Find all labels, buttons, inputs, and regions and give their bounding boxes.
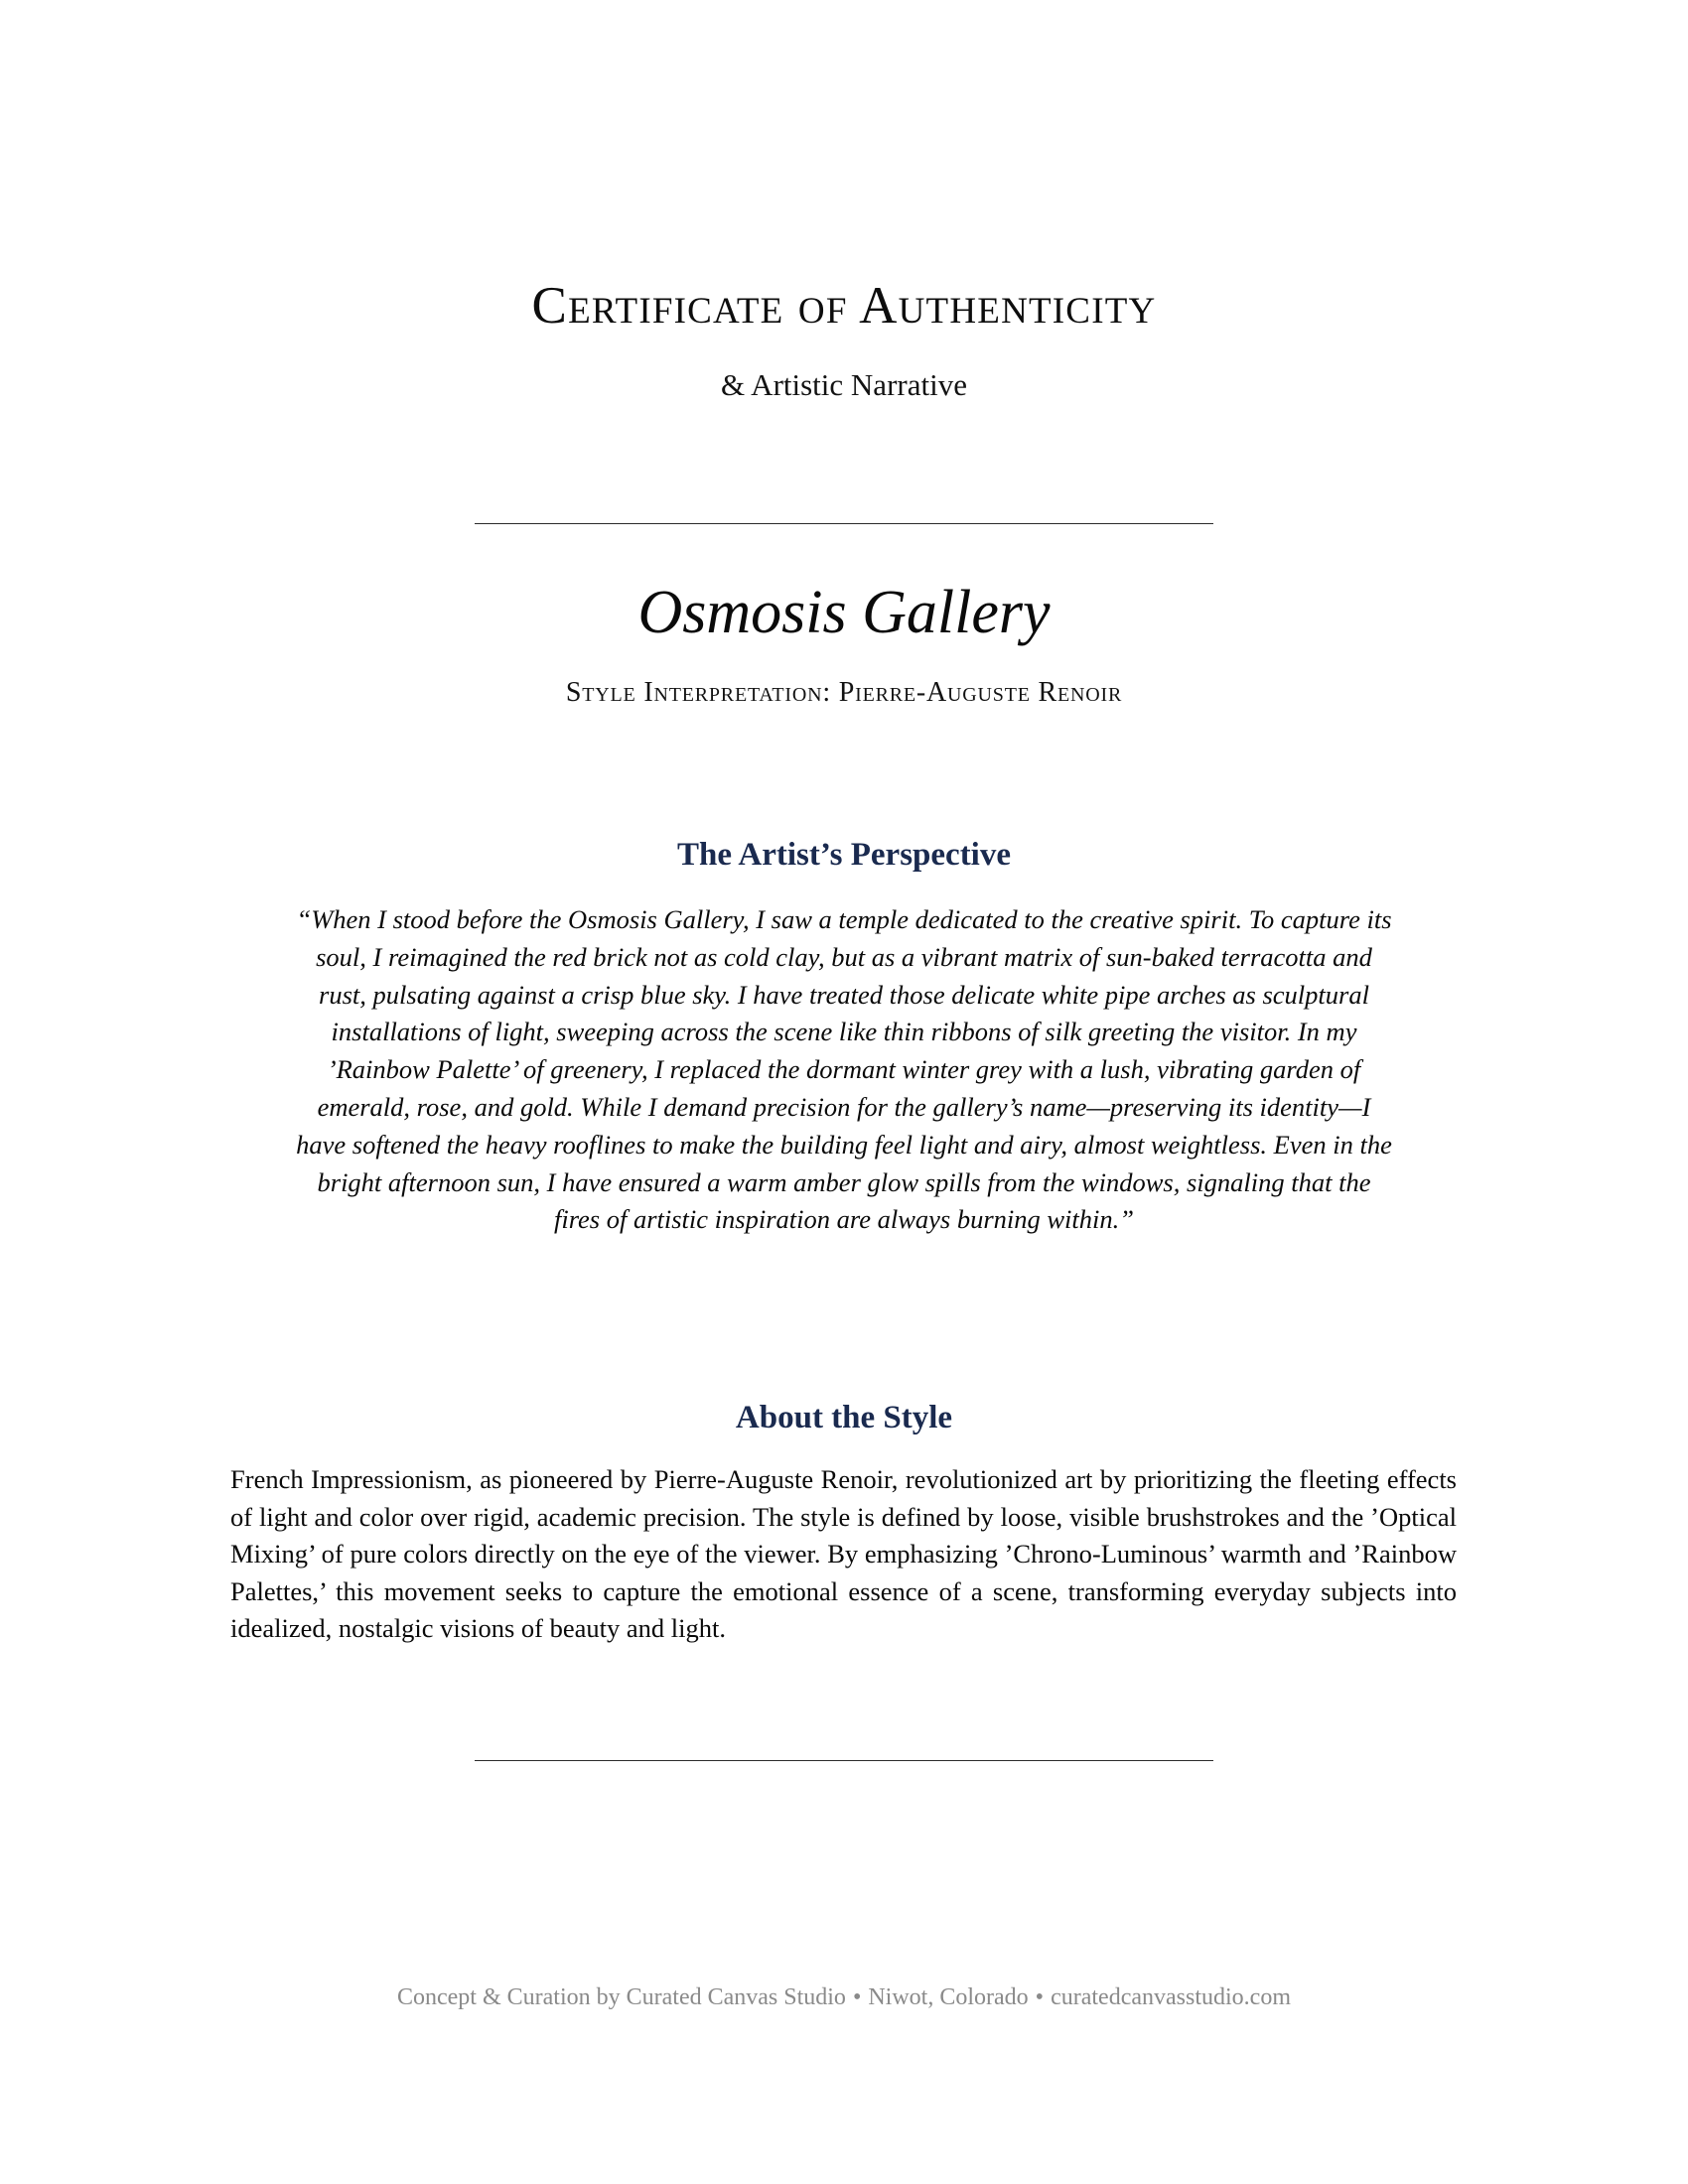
footer-concept-credit: Concept & Curation by Curated Canvas Studio: [396, 1984, 846, 2010]
subject-name: Osmosis Gallery: [637, 579, 1051, 646]
section-heading-about-the-style: About the Style: [735, 1400, 953, 1435]
divider-bottom: [475, 1760, 1213, 1761]
document-subtitle: & Artistic Narrative: [721, 367, 967, 402]
subject-style-interpretation: Style Interpretation: Pierre-Auguste Renoir: [565, 677, 1123, 708]
page-title: Certificate of Authenticity: [531, 277, 1157, 335]
footer-location: Niwot, Colorado: [868, 1984, 1029, 2010]
footer-separator-2-icon: •: [1035, 1984, 1045, 2010]
masthead: [0, 277, 1688, 402]
about-the-style-body: French Impressionism, as pioneered by Pierre-Auguste Renoir, revolutionized art by prioritizing the fleeting effects of light and color over rigid, academic precision. The style is defined by loose, visible brushstrokes and the ’Optical Mixing’ of pure colors directly on the eye of the viewer. By emphasizing ’Chrono-Luminous’ warmth and ’Rainbow Palettes,’ this movement seeks to capture the emotional essence of a scene, transforming everyday subjects into idealized, nostalgic visions of beauty and light.: [230, 1464, 1457, 1643]
section-heading-artists-perspective: The Artist’s Perspective: [676, 837, 1011, 873]
divider-top: [475, 523, 1213, 524]
footer-separator-icon: •: [852, 1984, 862, 2010]
footer-website: curatedcanvasstudio.com: [1051, 1984, 1291, 2010]
artists-perspective-quote: “When I stood before the Osmosis Gallery, I saw a temple dedicated to the creative spirit. To capture its soul, I reimagined the red brick not as cold clay, but as a vibrant matrix of sun-baked terracotta and rust, pulsating against a crisp blue sky. I have treated those delicate white pipe arches as sculptural installations of light, sweeping across the scene like thin ribbons of silk greeting the visitor. In my ’Rainbow Palette’ of greenery, I replaced the dormant winter grey with a lush, vibrating garden of emerald, rose, and gold. While I demand precision for the gallery’s name—preserving its identity—I have softened the heavy rooflines to make the building feel light and airy, almost weightless. Even in the bright afternoon sun, I have ensured a warm amber glow spills from the windows, signaling that the fires of artistic inspiration are always burning within.”: [296, 904, 1392, 1235]
footer: [0, 1985, 1688, 2009]
subject-block: [0, 579, 1688, 708]
